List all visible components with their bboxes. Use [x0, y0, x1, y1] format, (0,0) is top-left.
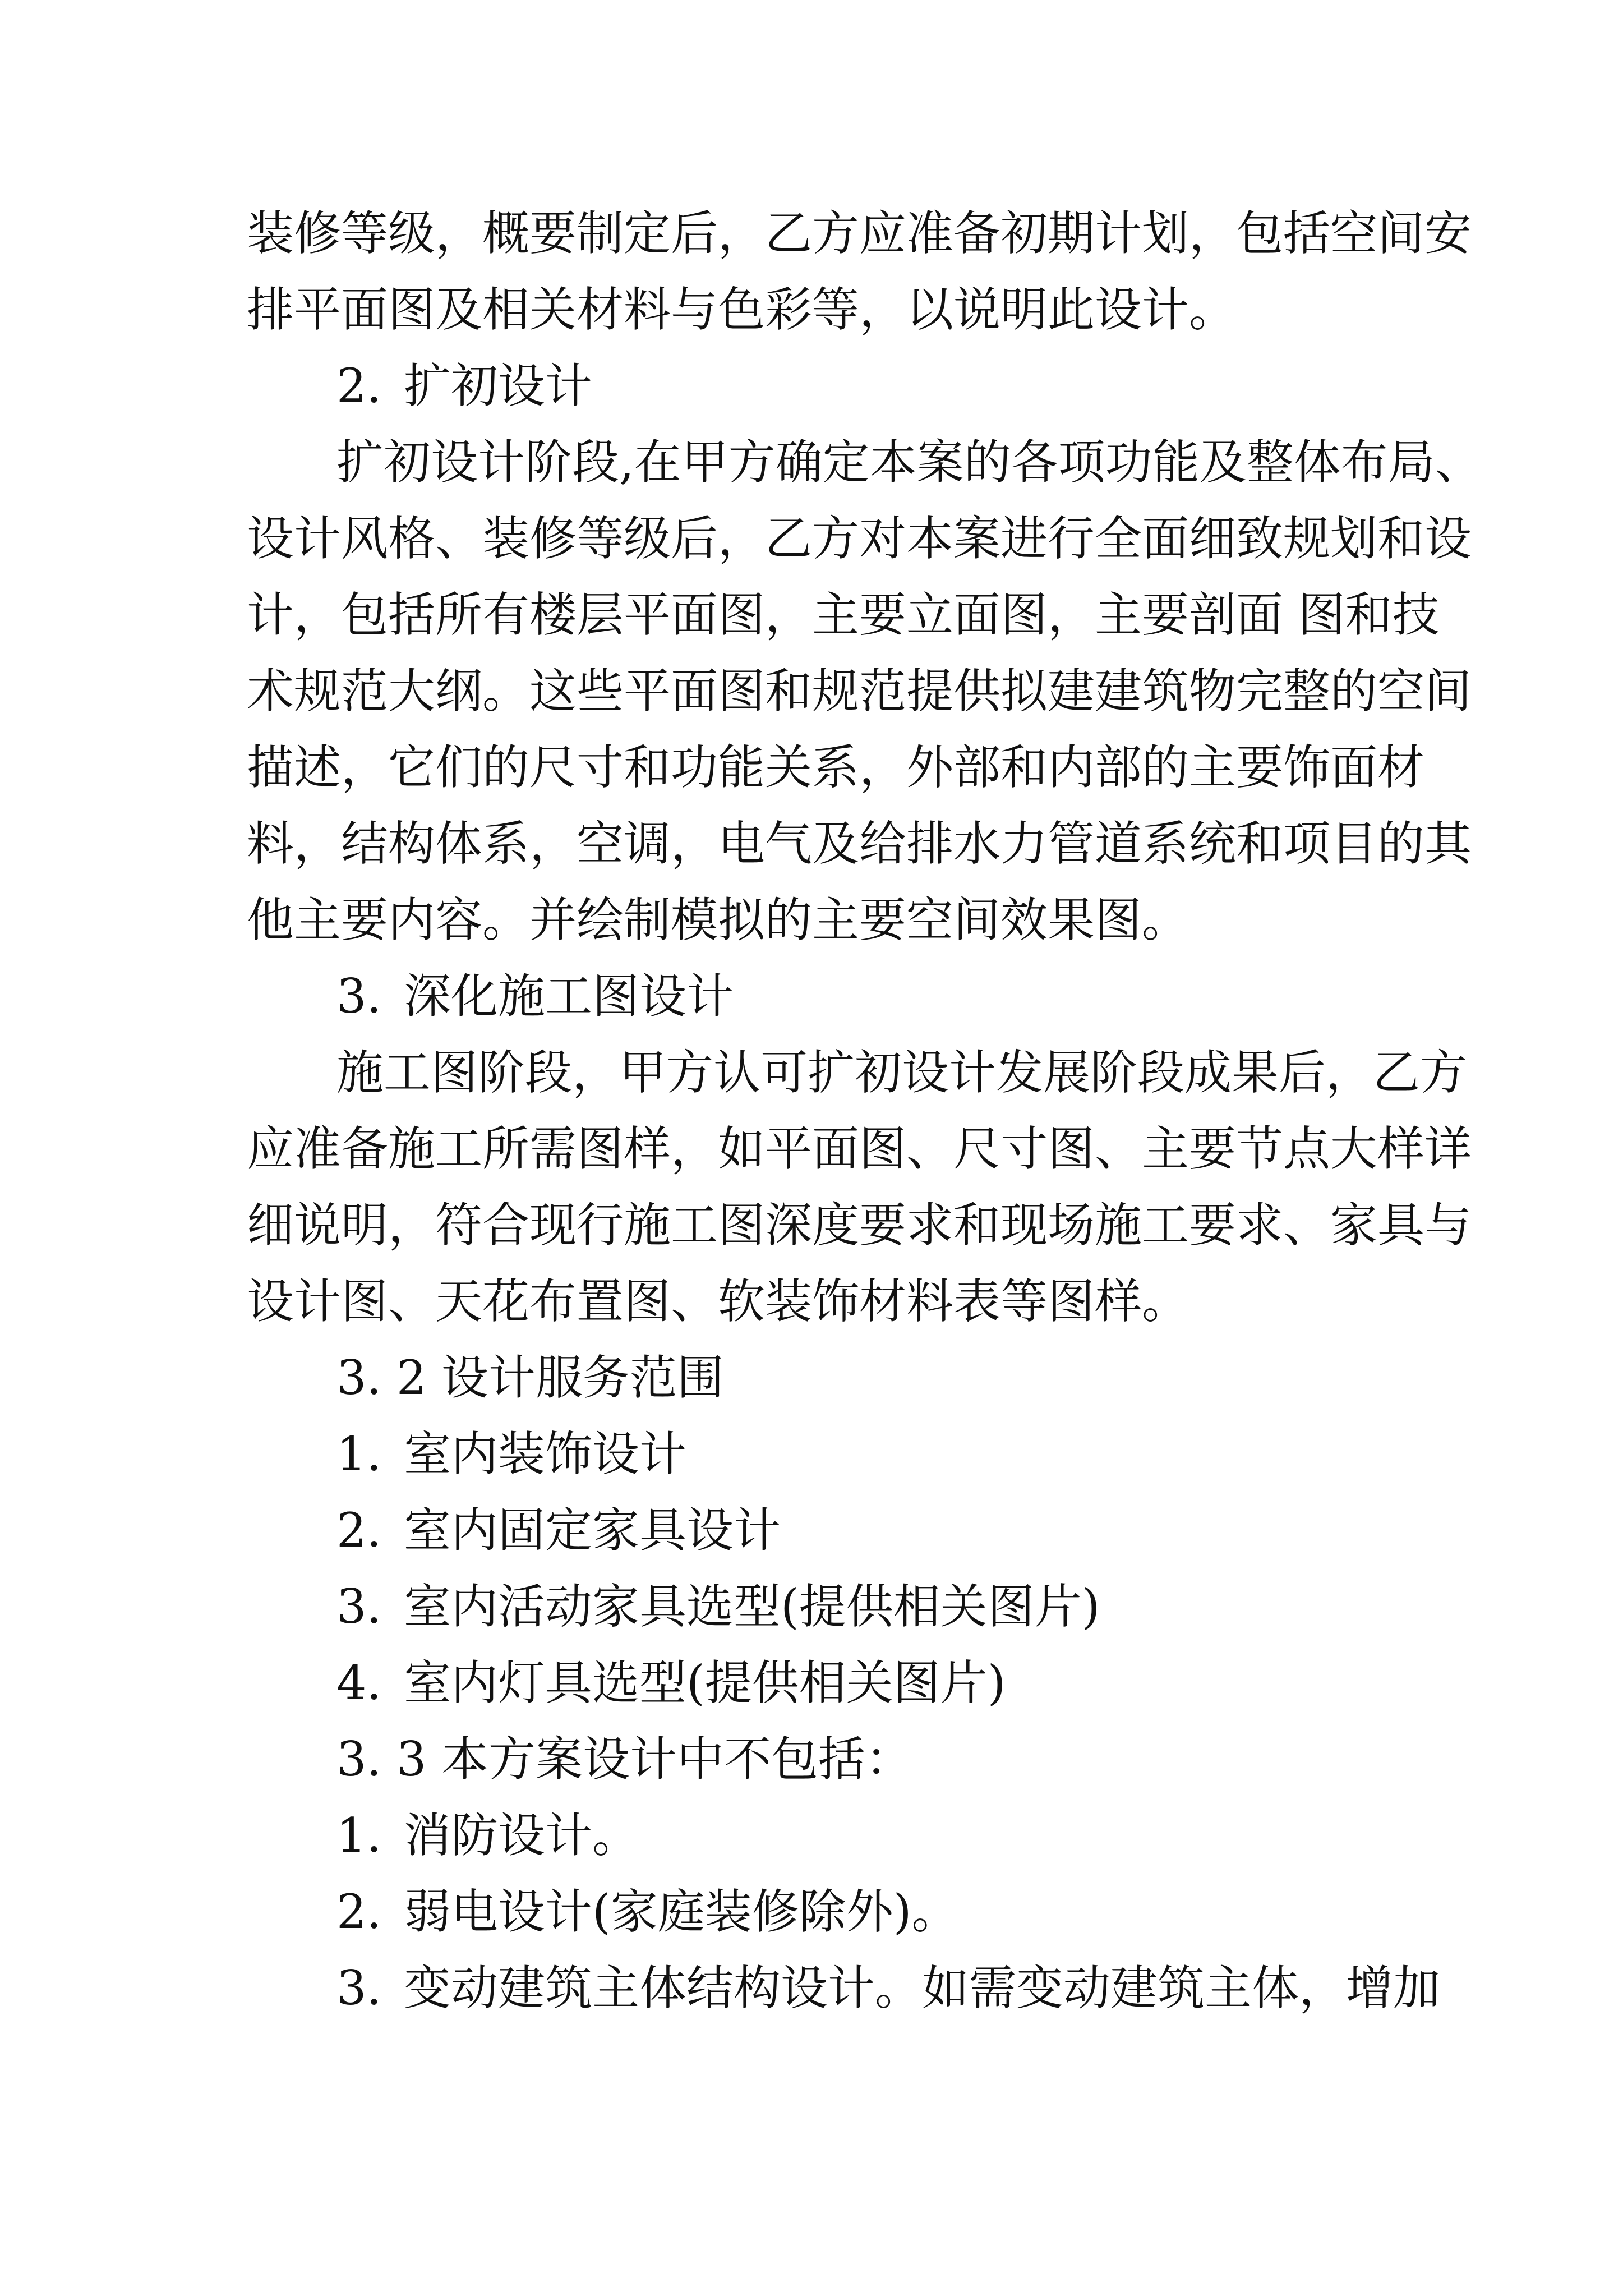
section-heading [247, 958, 1391, 1034]
list-text: 弱电设计(家庭装修除外)。 [404, 1884, 959, 1939]
paragraph-line: 设计图、天花布置图、软装饰材料表等图样。 [247, 1274, 1189, 1329]
paragraph-line: 装修等级，概要制定后，乙方应准备初期计划，包括空间安 [247, 206, 1472, 261]
section-title: 深化施工图设计 [404, 969, 734, 1024]
list-number: 3. [336, 1579, 382, 1634]
section-number: 3. 2 [336, 1350, 427, 1405]
section-title: 设计服务范围 [441, 1350, 725, 1405]
paragraph-line: 计，包括所有楼层平面图，主要立面图，主要剖面 图和技 [247, 587, 1440, 642]
paragraph-line: 描述，它们的尺寸和功能关系，外部和内部的主要饰面材 [247, 740, 1425, 795]
section-title: 扩初设计 [404, 358, 593, 413]
list-item [247, 1568, 1391, 1645]
list-text: 变动建筑主体结构设计。如需变动建筑主体，增加 [404, 1961, 1441, 2016]
list-item [247, 1492, 1391, 1568]
paragraph-line: 他主要内容。并绘制模拟的主要空间效果图。 [247, 892, 1189, 947]
list-text: 消防设计。 [404, 1808, 640, 1863]
paragraph-line: 排平面图及相关材料与色彩等，以说明此设计。 [247, 282, 1237, 337]
section-heading [247, 1721, 1391, 1797]
paragraph-line: 料，结构体系，空调，电气及给排水力管道系统和项目的其 [247, 816, 1472, 871]
section-heading [247, 348, 1391, 424]
paragraph-line: 细说明，符合现行施工图深度要求和现场施工要求、家具与 [247, 1198, 1472, 1253]
list-number: 2. [336, 1884, 382, 1939]
paragraph-line: 施工图阶段，甲方认可扩初设计发展阶段成果后，乙方 [336, 1045, 1468, 1100]
list-item [247, 1416, 1391, 1492]
section-number: 3. [336, 969, 382, 1024]
document-body [247, 195, 1482, 2026]
paragraph-line: 应准备施工所需图样，如平面图、尺寸图、主要节点大样详 [247, 1121, 1472, 1176]
list-number: 1. [336, 1808, 382, 1863]
section-number: 2. [336, 358, 382, 413]
list-item [247, 1950, 1441, 2026]
section-number: 3. 3 [336, 1732, 427, 1787]
section-title: 本方案设计中不包括： [441, 1732, 913, 1787]
list-number: 2. [336, 1503, 382, 1558]
list-number: 3. [336, 1961, 382, 2016]
paragraph-line: 设计风格、装修等级后，乙方对本案进行全面细致规划和设 [247, 511, 1472, 566]
list-text: 室内固定家具设计 [404, 1503, 781, 1558]
list-text: 室内装饰设计 [404, 1427, 687, 1481]
paragraph-line: 扩初设计阶段,在甲方确定本案的各项功能及整体布局、 [336, 435, 1482, 490]
list-item [247, 1874, 1391, 1950]
list-item [247, 1645, 1391, 1721]
list-item [247, 1797, 1391, 1874]
list-text: 室内灯具选型(提供相关图片) [404, 1655, 1006, 1710]
list-text: 室内活动家具选型(提供相关图片) [404, 1579, 1100, 1634]
list-number: 4. [336, 1655, 382, 1710]
list-number: 1. [336, 1427, 382, 1481]
paragraph-line: 术规范大纲。这些平面图和规范提供拟建建筑物完整的空间 [247, 664, 1472, 719]
section-heading [247, 1340, 1391, 1416]
